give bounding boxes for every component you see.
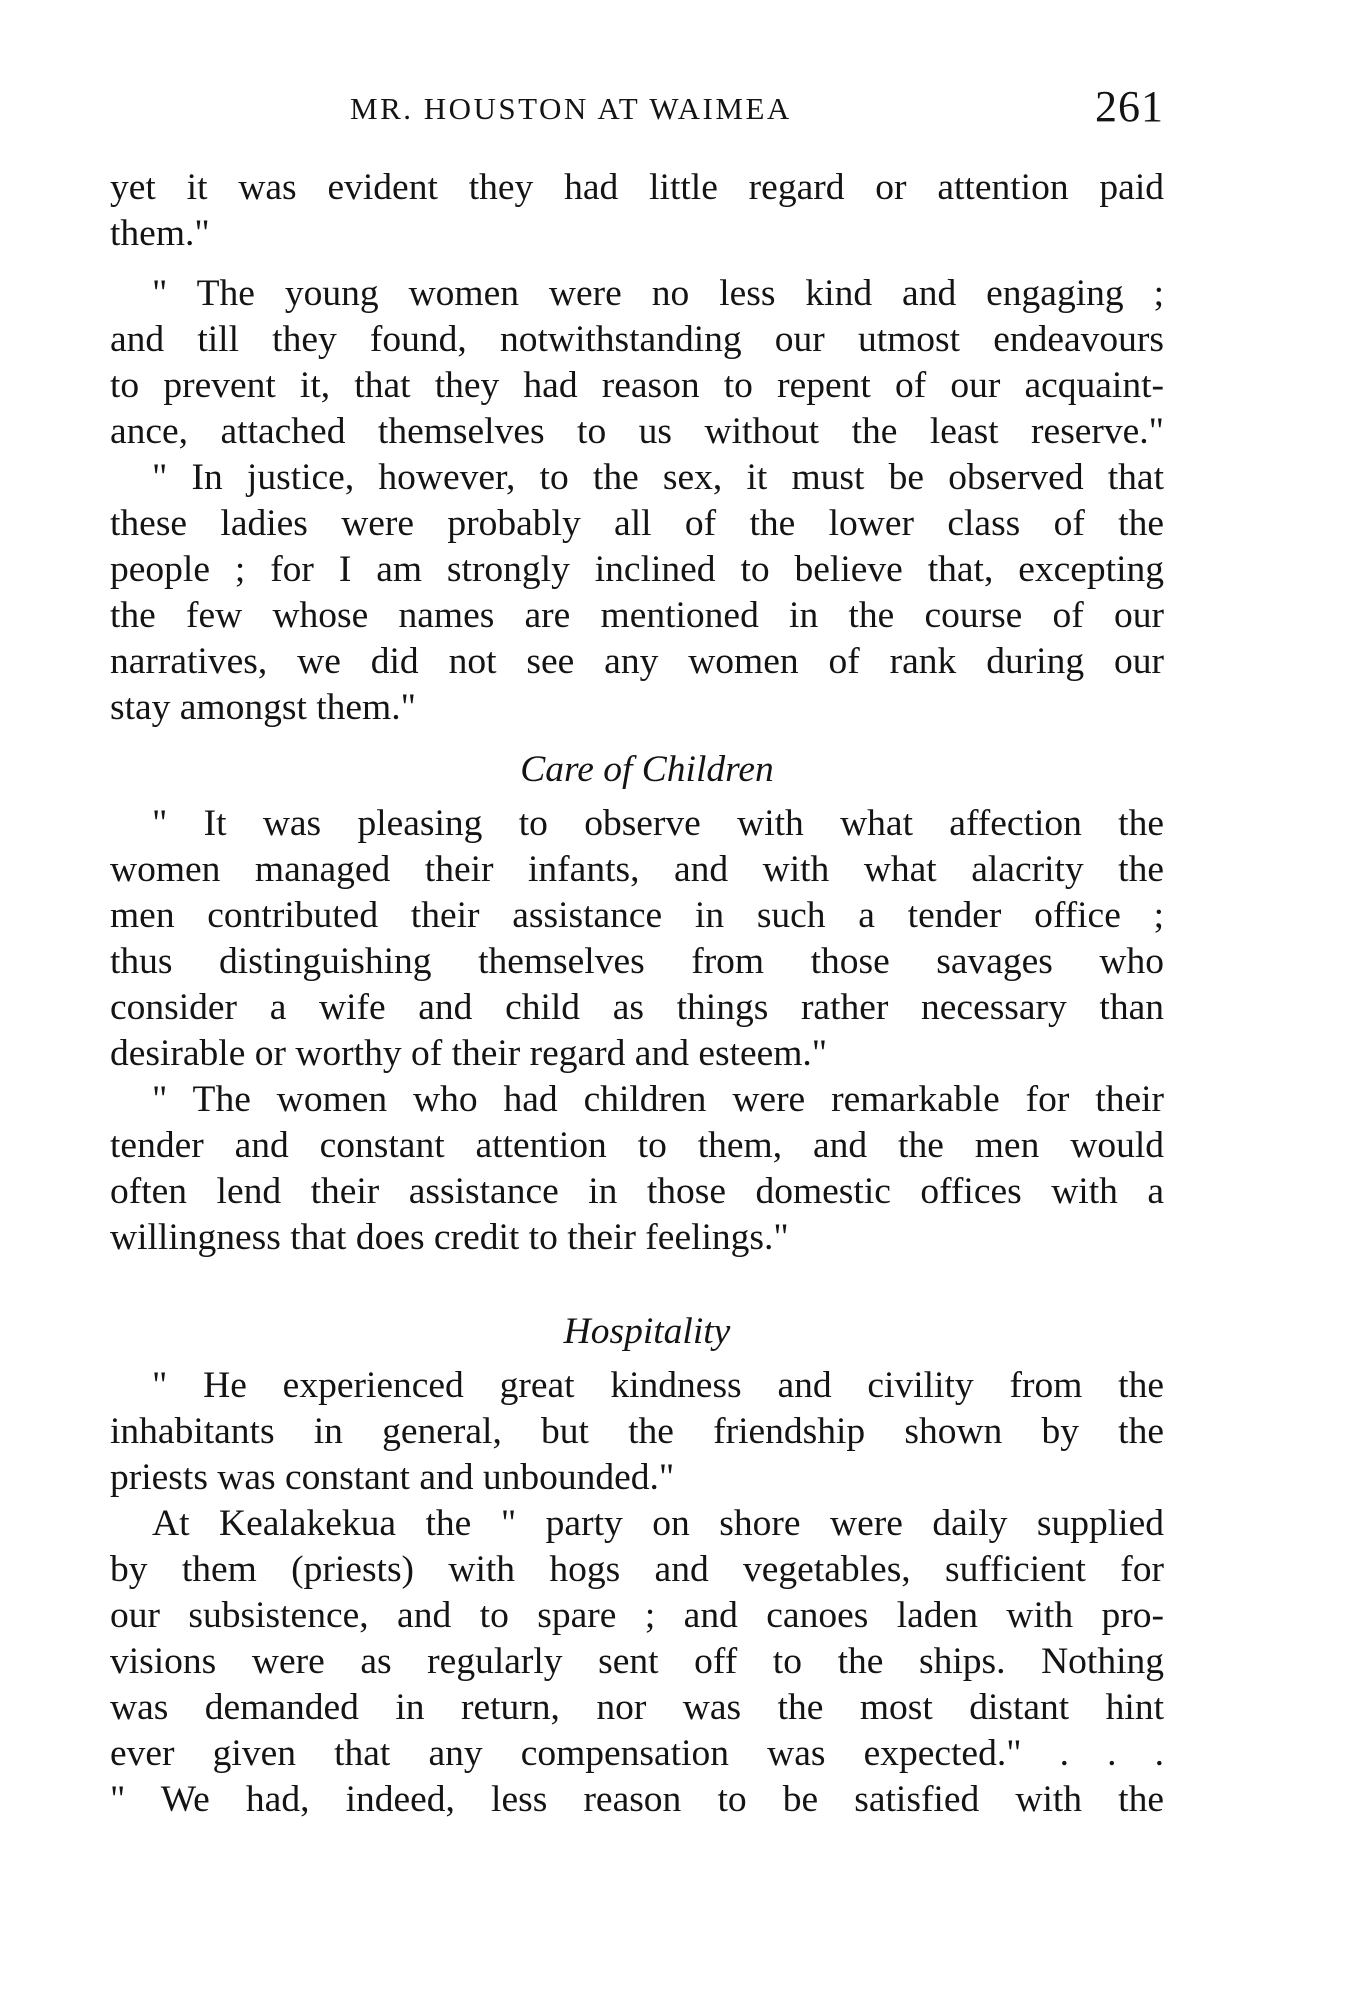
text-line: tender and constant attention to them, and the men would: [110, 1125, 1164, 1166]
text-line: the few whose names are mentioned in the course of our: [110, 595, 1164, 636]
text-line: ance, attached themselves to us without the least reserve.": [110, 411, 1164, 452]
text-line: to prevent it, that they had reason to repent of our acquaint-: [110, 365, 1164, 406]
text-line: " The young women were no less kind and engaging ;: [152, 273, 1164, 314]
text-line: willingness that does credit to their feelings.": [110, 1217, 789, 1258]
text-line: priests was constant and unbounded.": [110, 1457, 675, 1498]
text-line: by them (priests) with hogs and vegetables, sufficient for: [110, 1549, 1164, 1590]
text-line: stay amongst them.": [110, 687, 416, 728]
paragraph-affection: [110, 801, 1164, 1077]
text-line: and till they found, notwithstanding our utmost endeavours: [110, 319, 1164, 360]
text-line: consider a wife and child as things rather necessary than: [110, 987, 1164, 1028]
body-text: [110, 165, 1164, 1823]
running-title: MR. HOUSTON AT WAIMEA: [350, 91, 792, 126]
text-line: them.": [110, 213, 210, 254]
paragraph-women-children: [110, 1077, 1164, 1261]
text-line: At Kealakekua the " party on shore were daily supplied: [152, 1503, 1164, 1544]
text-line: was demanded in return, nor was the most distant hint: [110, 1687, 1164, 1728]
text-line: desirable or worthy of their regard and esteem.": [110, 1033, 828, 1074]
text-line: people ; for I am strongly inclined to believe that, excepting: [110, 549, 1164, 590]
paragraph-kindness: [110, 1363, 1164, 1501]
paragraph-continuation: [110, 165, 1164, 257]
text-line: inhabitants in general, but the friendship shown by the: [110, 1411, 1164, 1452]
text-line: " We had, indeed, less reason to be satisfied with the: [110, 1779, 1164, 1820]
running-header: [110, 84, 1164, 134]
page-number: 261: [1095, 82, 1164, 131]
section-heading-care-of-children: Care of Children: [520, 749, 774, 790]
paragraph-kealakekua: [110, 1501, 1164, 1823]
text-line: men contributed their assistance in such a tender office ;: [110, 895, 1164, 936]
paragraph-justice: [110, 455, 1164, 731]
text-line: visions were as regularly sent off to the ships. Nothing: [110, 1641, 1164, 1682]
text-line: thus distinguishing themselves from those savages who: [110, 941, 1164, 982]
text-line: yet it was evident they had little regard or attention paid: [110, 167, 1164, 208]
text-line: " He experienced great kindness and civility from the: [152, 1365, 1164, 1406]
paragraph-young-women: [110, 271, 1164, 455]
text-line: our subsistence, and to spare ; and canoes laden with pro-: [110, 1595, 1164, 1636]
text-line: these ladies were probably all of the lower class of the: [110, 503, 1164, 544]
text-line: " The women who had children were remarkable for their: [152, 1079, 1164, 1120]
text-line: women managed their infants, and with what alacrity the: [110, 849, 1164, 890]
text-line: narratives, we did not see any women of rank during our: [110, 641, 1164, 682]
text-line: often lend their assistance in those domestic offices with a: [110, 1171, 1164, 1212]
text-line: " It was pleasing to observe with what affection the: [152, 803, 1164, 844]
text-line: ever given that any compensation was expected." . . .: [110, 1733, 1164, 1774]
section-heading-hospitality: Hospitality: [563, 1311, 731, 1352]
text-line: " In justice, however, to the sex, it must be observed that: [152, 457, 1164, 498]
